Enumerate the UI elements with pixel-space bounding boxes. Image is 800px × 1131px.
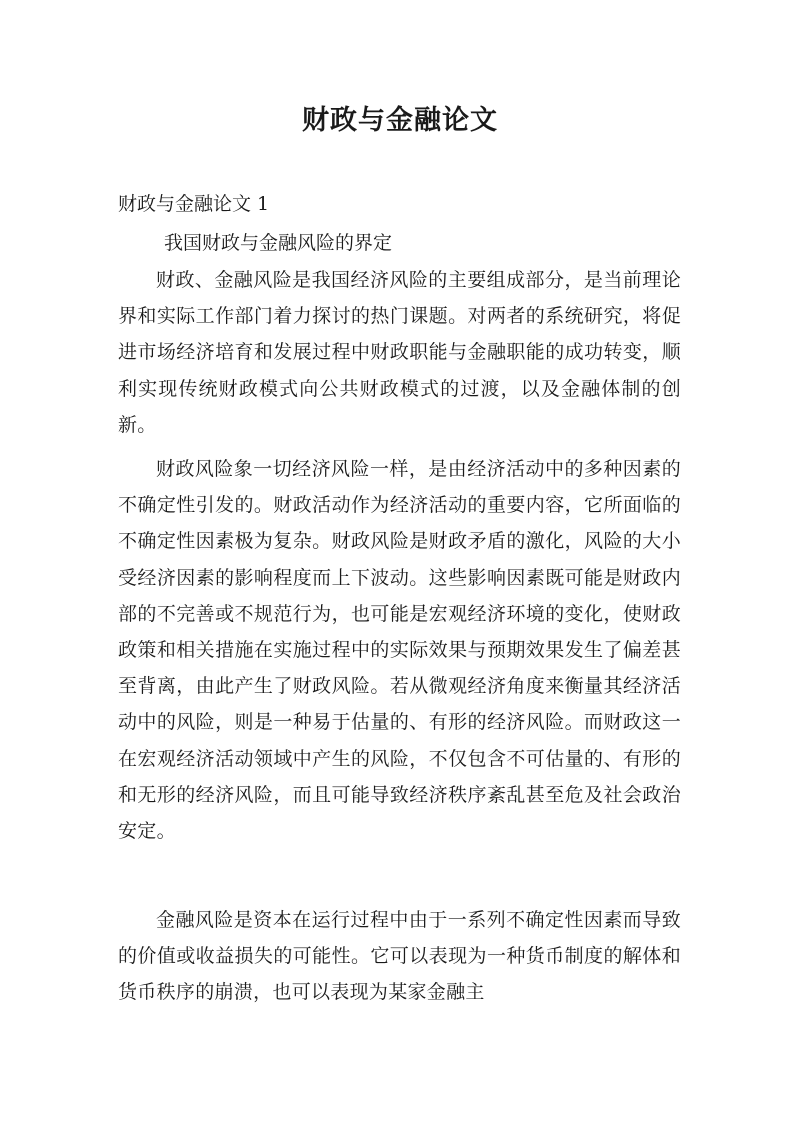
subheading: 我国财政与金融风险的界定 [164,232,393,254]
section-title: 财政与金融论文 1 [118,193,270,215]
paragraph: 财政、金融风险是我国经济风险的主要组成部分，是当前理论界和实际工作部门着力探讨的热门课题。对两者的系统研究，将促进市场经济培育和发展过程中财政职能与金融职能的成功转变，顺利实现传统财政模式向公共财政模式的过渡，以及金融体制的创新。 [118,269,681,436]
paragraph: 财政风险象一切经济风险一样，是由经济活动中的多种因素的不确定性引发的。财政活动作为经济活动的重要内容，它所面临的不确定性因素极为复杂。财政风险是财政矛盾的激化，风险的大小受经济因素的影响程度而上下波动。这些影响因素既可能是财政内部的不完善或不规范行为，也可能是宏观经济环境的变化，使财政政策和相关措施在实施过程中的实际效果与预期效果发生了偏差甚至背离，由此产生了财政风险。若从微观经济角度来衡量其经济活动中的风险，则是一种易于估量的、有形的经济风险。而财政这一在宏观经济活动领域中产生的风险，不仅包含不可估量的、有形的和无形的经济风险，而且可能导致经济秩序紊乱甚至危及社会政治安定。 [118,458,681,843]
document-title: 财政与金融论文 [302,105,498,136]
paragraph: 金融风险是资本在运行过程中由于一系列不确定性因素而导致的价值或收益损失的可能性。它可以表现为一种货币制度的解体和货币秩序的崩溃，也可以表现为某家金融主 [118,909,681,1004]
